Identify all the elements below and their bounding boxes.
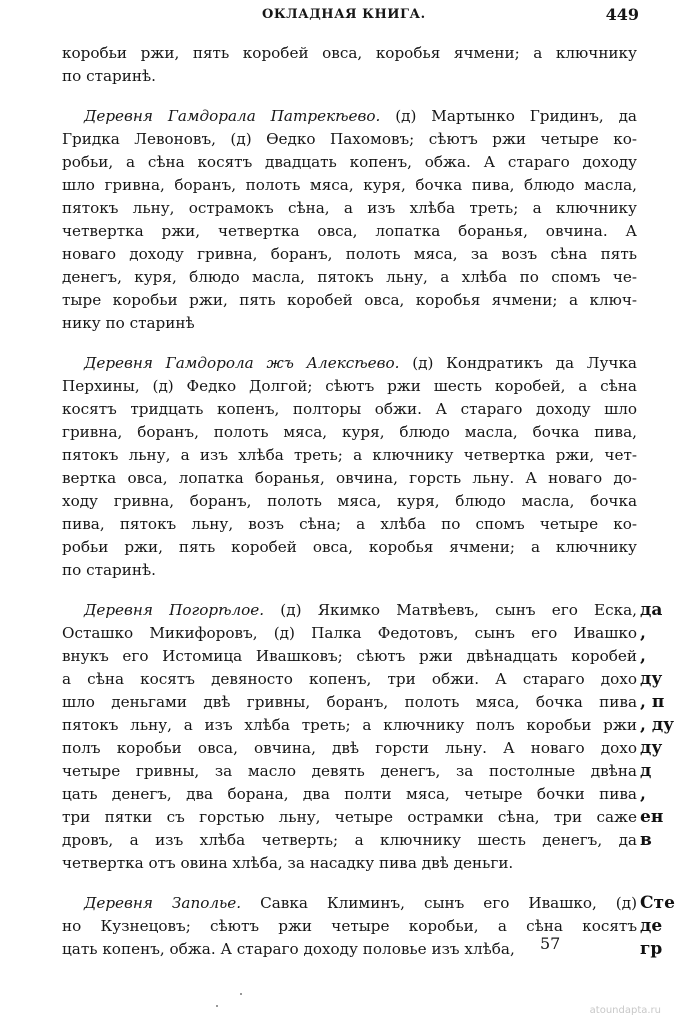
bleed-through-text: ду [640,738,663,758]
line-text: Гридка Левоновъ, (д) Өедко Пахомовъ; сѣютъ ржи четыре ко- [62,130,637,148]
text-line [62,174,637,197]
village-name: Деревня Заполье. [84,894,242,912]
bleed-through-text: , [640,623,646,643]
line-text: цать денегъ, два борана, два полти мяса, четыре бочки пива [62,785,637,803]
line-text: Осташко Микифоровъ, (д) Палка Федотовъ, сынъ его Ивашко [62,624,637,642]
text-line [62,128,637,151]
text-line [62,375,637,398]
text-line [62,622,637,645]
line-text: четыре гривны, за масло девять денегъ, за постолные двѣна [62,762,637,780]
line-text: четвертка отъ овина хлѣба, за насадку пива двѣ деньги. [62,854,514,872]
bleed-through-text: в [640,830,652,850]
text-line [62,289,637,312]
line-text: а сѣна косятъ девяносто копенъ, три обжи. А стараго дохо [62,670,637,688]
text-line [62,444,637,467]
text-line [62,197,637,220]
line-text: Перхины, (д) Федко Долгой; сѣютъ ржи шесть коробей, а сѣна [62,377,637,395]
line-text: три пятки съ горстью льну, четыре острамки сѣна, три саже [62,808,637,826]
line-text: пива, пятокъ льну, возъ сѣна; а хлѣба по спомъ четыре ко- [62,515,637,533]
line-text: внукъ его Истомица Ивашковъ; сѣютъ ржи двѣнадцать коробей [62,647,637,665]
line-text: (д) Кондратикъ да Лучка [399,354,637,372]
line-text: шло деньгами двѣ гривны, боранъ, полоть мяса, бочка пива [62,693,637,711]
line-text: косятъ тридцать копенъ, полторы обжи. А стараго доходу шло [62,400,637,418]
text-line [62,829,637,852]
line-text: дровъ, а изъ хлѣба четверть; а ключнику шесть денегъ, да [62,831,637,849]
text-line [84,599,637,622]
bleed-through-text: ен [640,807,664,827]
page-number: 449 [605,5,639,24]
line-text: вертка овса, лопатка боранья, овчина, горсть льну. А новаго до- [62,469,637,487]
signature-mark: 57 [540,934,561,953]
text-line [62,398,637,421]
line-text: ходу гривна, боранъ, полоть мяса, куря, блюдо масла, бочка [62,492,637,510]
line-text: по старинѣ. [62,67,157,85]
text-line [62,536,637,559]
watermark: atoundapta.ru [589,1005,661,1016]
bleed-through-text: Сте [640,893,675,913]
line-text: коробьи ржи, пять коробей овса, коробья ячмени; а ключнику [62,44,637,62]
text-line [62,645,637,668]
text-line [62,760,637,783]
line-text: (д) Якимко Матвѣевъ, сынъ его Еска, [264,601,637,619]
line-text: нику по старинѣ [62,314,195,332]
line-text: Савка Климинъ, сынъ его Ивашко, (д) [241,894,638,912]
bleed-through-text: да [640,600,663,620]
bleed-through-text: де [640,916,663,936]
bleed-through-text: ду [640,669,663,689]
text-line [62,243,637,266]
text-line [62,513,637,536]
bleed-through-text: д [640,761,652,781]
text-line [62,691,637,714]
village-name: Деревня Погорѣлое. [84,601,265,619]
line-text: пятокъ льну, а изъ хлѣба треть; а ключнику четвертка ржи, чет- [62,446,637,464]
text-line [62,151,637,174]
running-title: ОКЛАДНАЯ КНИГА. [262,7,426,22]
text-line [62,312,637,335]
text-line [62,266,637,289]
line-text: робьи ржи, пять коробей овса, коробья ячмени; а ключнику [62,538,637,556]
text-line [84,892,637,915]
page-header [0,5,669,27]
line-text: (д) Мартынко Гридинъ, да [380,107,637,125]
text-line [62,806,637,829]
text-line [84,105,637,128]
line-text: но Кузнецовъ; сѣютъ ржи четыре коробьи, а сѣна косятъ [62,917,637,935]
text-line [62,467,637,490]
bleed-through-text: , [640,784,646,804]
text-line [62,490,637,513]
text-line [62,421,637,444]
bleed-through-text: гр [640,939,663,959]
line-text: цать копенъ, обжа. А стараго доходу половье изъ хлѣба, [62,940,515,958]
paper-speck [216,1005,218,1007]
line-text: робьи, а сѣна косятъ двадцать копенъ, обжа. А стараго доходу [62,153,637,171]
line-text: тыре коробьи ржи, пять коробей овса, коробья ячмени; а ключ- [62,291,637,309]
text-line [62,668,637,691]
text-line [62,559,637,582]
text-line [62,65,637,88]
text-line [62,714,637,737]
village-name: Деревня Гамдорола жъ Алексѣево. [84,354,400,372]
line-text: пятокъ льну, острамокъ сѣна, а изъ хлѣба треть; а ключнику [62,199,637,217]
line-text: новаго доходу гривна, боранъ, полоть мяса, за возъ сѣна пять [62,245,637,263]
line-text: гривна, боранъ, полоть мяса, куря, блюдо масла, бочка пива, [62,423,637,441]
text-line [84,352,637,375]
text-line [62,852,637,875]
bleed-through-text: , п [640,692,665,712]
line-text: денегъ, куря, блюдо масла, пятокъ льну, а хлѣба по спомъ че- [62,268,637,286]
line-text: пятокъ льну, а изъ хлѣба треть; а ключнику полъ коробьи ржи [62,716,637,734]
text-line [62,737,637,760]
text-line [62,42,637,65]
text-line [62,220,637,243]
line-text: шло гривна, боранъ, полоть мяса, куря, бочка пива, блюдо масла, [62,176,637,194]
text-line [62,783,637,806]
bleed-through-text: , [640,646,646,666]
village-name: Деревня Гамдорала Патрекѣево. [84,107,381,125]
line-text: четвертка ржи, четвертка овса, лопатка боранья, овчина. А [62,222,637,240]
line-text: полъ коробьи овса, овчина, двѣ горсти льну. А новаго дохо [62,739,637,757]
bleed-through-text: , ду [640,715,675,735]
paper-speck [240,993,242,995]
line-text: по старинѣ. [62,561,157,579]
